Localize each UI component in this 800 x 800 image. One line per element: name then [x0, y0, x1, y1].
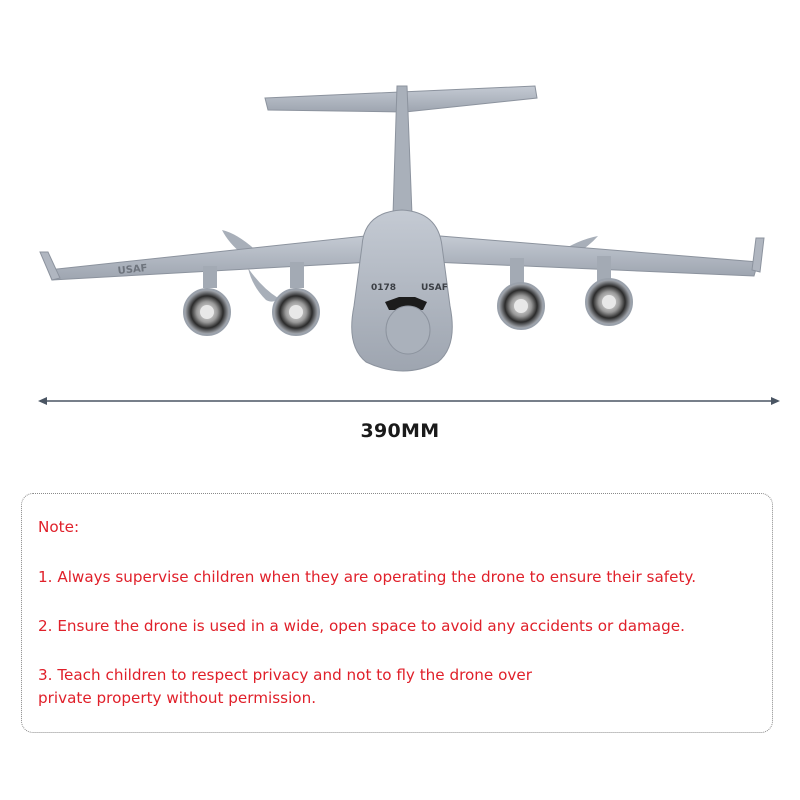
note-heading: Note: — [38, 518, 80, 536]
note-item-2: 2. Ensure the drone is used in a wide, open space to avoid any accidents or damage. — [38, 617, 685, 635]
note-item-3: 3. Teach children to respect privacy and not to fly the drone over — [38, 666, 532, 684]
engine-3 — [498, 283, 544, 329]
fuselage-marking: 0178 — [371, 283, 397, 293]
fuselage-marking-right: USAF — [421, 283, 448, 293]
dimension-line — [38, 393, 780, 409]
note-item-1: 1. Always supervise children when they are operating the drone to ensure their safety. — [38, 568, 697, 586]
fuselage — [352, 210, 453, 371]
engine-1 — [184, 289, 230, 335]
note-item-3-continued: private property without permission. — [38, 689, 317, 707]
engine-4 — [586, 279, 632, 325]
product-image — [0, 0, 800, 390]
wing-marking: USAF — [117, 262, 149, 277]
airplane-illustration — [0, 0, 800, 390]
engine-2 — [273, 289, 319, 335]
dimension-label: 390MM — [360, 420, 440, 442]
